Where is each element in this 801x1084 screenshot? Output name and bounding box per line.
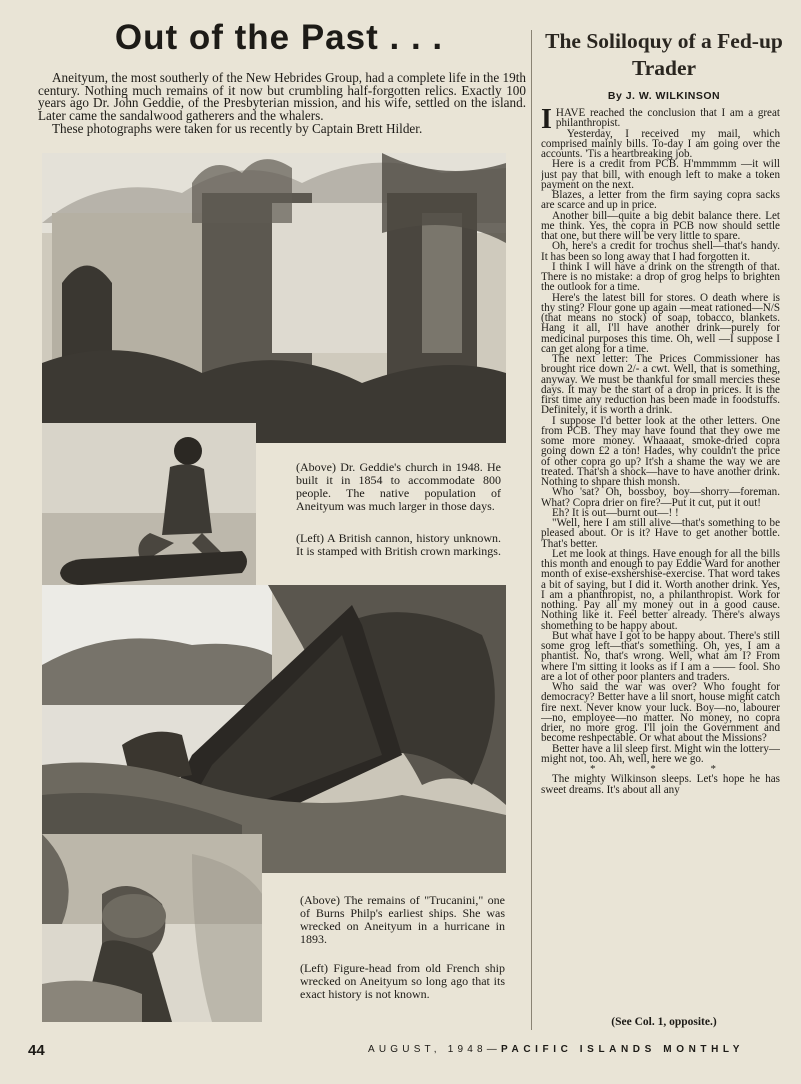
intro-paragraph: Aneityum, the most southerly of the New Hebrides Group, had a complete life in the 19th century. Nothing much remains of it now but crumbling half-forgotten relics. Exactly 100 years ago Dr. John Geddie, of the Presbyterian mission, and his wife, settled on the island. Later came the sandalwood gatherers and the whalers. (38, 70, 526, 123)
story-paragraph: IHAVE reached the conclusion that I am a great philanthropist. (541, 108, 780, 135)
story-paragraph: Another bill—quite a big debit balance there. Let me think. Yes, the copra in PCB now should settle that one, but there will be very little to spare. (541, 209, 780, 242)
story-paragraph: Who 'sat? Oh, bossboy, boy—shorry—foreman. What? Copra drier on fire?—Put it cut, put it out! (541, 486, 780, 509)
section-break-stars: * * * (590, 763, 742, 775)
page-number: 44 (28, 1042, 45, 1059)
story-paragraph: Here's the latest bill for stores. O death where is thy sting? Flour gone up again —meat rationed—N/S (that means no stock) of soap, tobacco, blankets. Hang it all, I'll have another drink—purely for medicinal purposes this time. Oh, well —I suppose I can get along for a time. (541, 291, 780, 355)
footer-dash: — (486, 1044, 501, 1055)
footer-publication: PACIFIC ISLANDS MONTHLY (500, 1044, 744, 1055)
figurehead-photo (42, 834, 262, 1022)
story-paragraph: Eh? It is out—burnt out—! ! (552, 506, 679, 519)
story-paragraph: I suppose I'd better look at the other letters. One from PCB. They may have found that they owe me some more money. Whaaaat, smoke-dried copra going down £2 a ton! Hades, why couldn't the price of other copra go up? It'sh a shame the way we are treated. That'sh a shock—have to have another drink. Nothing to shpare thish monsh. (541, 414, 780, 488)
footer-line (368, 1044, 780, 1055)
story-paragraph: I think I will have a drink on the strength of that. There is no mistake: a drop of grog helps to brighten the outlook for a time. (541, 260, 780, 294)
story-paragraph: Oh, here's a credit for trochus shell—that's handy. It has been so long away that I had forgotten it. (541, 240, 780, 263)
story-paragraph: The next letter: The Prices Commissioner has brought rice down 2/- a cwt. Well, that is something, anyway. We must be thankful for small mercies these days. It may be the start of a drop in prices. It is the first time any reduction has been made in foodstuffs. Definitely, it is worth a drink. (541, 353, 780, 417)
story-paragraph: Blazes, a letter from the firm saying copra sacks are scarce and up in price. (541, 189, 780, 212)
story-title: The Soliloquy of a Fed-up Trader (545, 29, 783, 80)
drop-cap: I (541, 108, 552, 135)
story-paragraph: But what have I got to be happy about. There's still some grog left—that's something. Oh, yes, I am a phantist. No, that's wrong. Well, what am I? From where I'm sitting it looks as if I am a —— fool. Sho are a lot of other poor planters and traders. (541, 629, 780, 683)
caption-wreck: (Above) The remains of "Trucanini," one of Burns Philp's earliest ships. She was wrecked on Aneityum in a hurricane in 1893. (300, 893, 505, 946)
page-title: Out of the Past . . . (114, 18, 444, 57)
caption-figurehead: (Left) Figure-head from old French ship wrecked on Aneityum so long ago that its exact history is not known. (300, 961, 505, 1001)
byline: By J. W. WILKINSON (607, 90, 721, 102)
story-paragraph: Here is a credit from PCB. H'mmmmm —it will just pay that bill, with enough left to make a token payment on the next. (541, 158, 780, 191)
caption-cannon: (Left) A British cannon, history unknown. It is stamped with British crown markings. (296, 531, 501, 558)
column-divider (531, 30, 532, 1030)
caption-church: (Above) Dr. Geddie's church in 1948. He built it in 1854 to accommodate 800 people. The native population of Aneityum was much larger in those days. (296, 460, 501, 513)
story-paragraph: "Well, here I am still alive—that's something to be pleased about. Or is it? Have to get another bottle. That's better. (541, 517, 780, 550)
story-paragraph: Better have a lil sleep first. Might win the lottery—might not, too. Ah, well, here we go. (541, 742, 780, 765)
story-closing: The mighty Wilkinson sleeps. Let's hope he has sweet dreams. It's about all any (541, 773, 780, 796)
story-paragraph: Yesterday, I received my mail, which comprised mainly bills. To-day I am going over the accounts. 'Tis a heartbreaking job. (541, 127, 780, 160)
footer-date: AUGUST, 1948 (368, 1044, 487, 1055)
church-ruin-photo (42, 153, 506, 443)
continuation-note: (See Col. 1, opposite.) (611, 1016, 717, 1028)
trucanini-wreck-photo (42, 585, 506, 873)
photo-credit: These photographs were taken for us recently by Captain Brett Hilder. (52, 121, 423, 136)
story-body (541, 108, 780, 1024)
cannon-photo (42, 423, 256, 607)
story-paragraph: Who said the war was over? Who fought for democracy? Better have a lil snort, house might catch fire next. Never know your luck. Boy—no, labourer—no, employee—no matter. No money, no copra drier, no more grog. I'll join the Government and become reshpectable. Or what about the Missions? (541, 681, 780, 745)
story-paragraph: Let me look at things. Have enough for all the bills this month and enough to pay Eddie Ward for another month of exise-exshershise-exercise. That word takes a bit of saying, but I did it. Worth another drink. Yes, I am a phanthropist, no, a philanthropist. Work for nothing. Pay all my money out in a good cause. Nothing like it. Feel better already. There's always shomething to be happy about. (541, 547, 780, 632)
